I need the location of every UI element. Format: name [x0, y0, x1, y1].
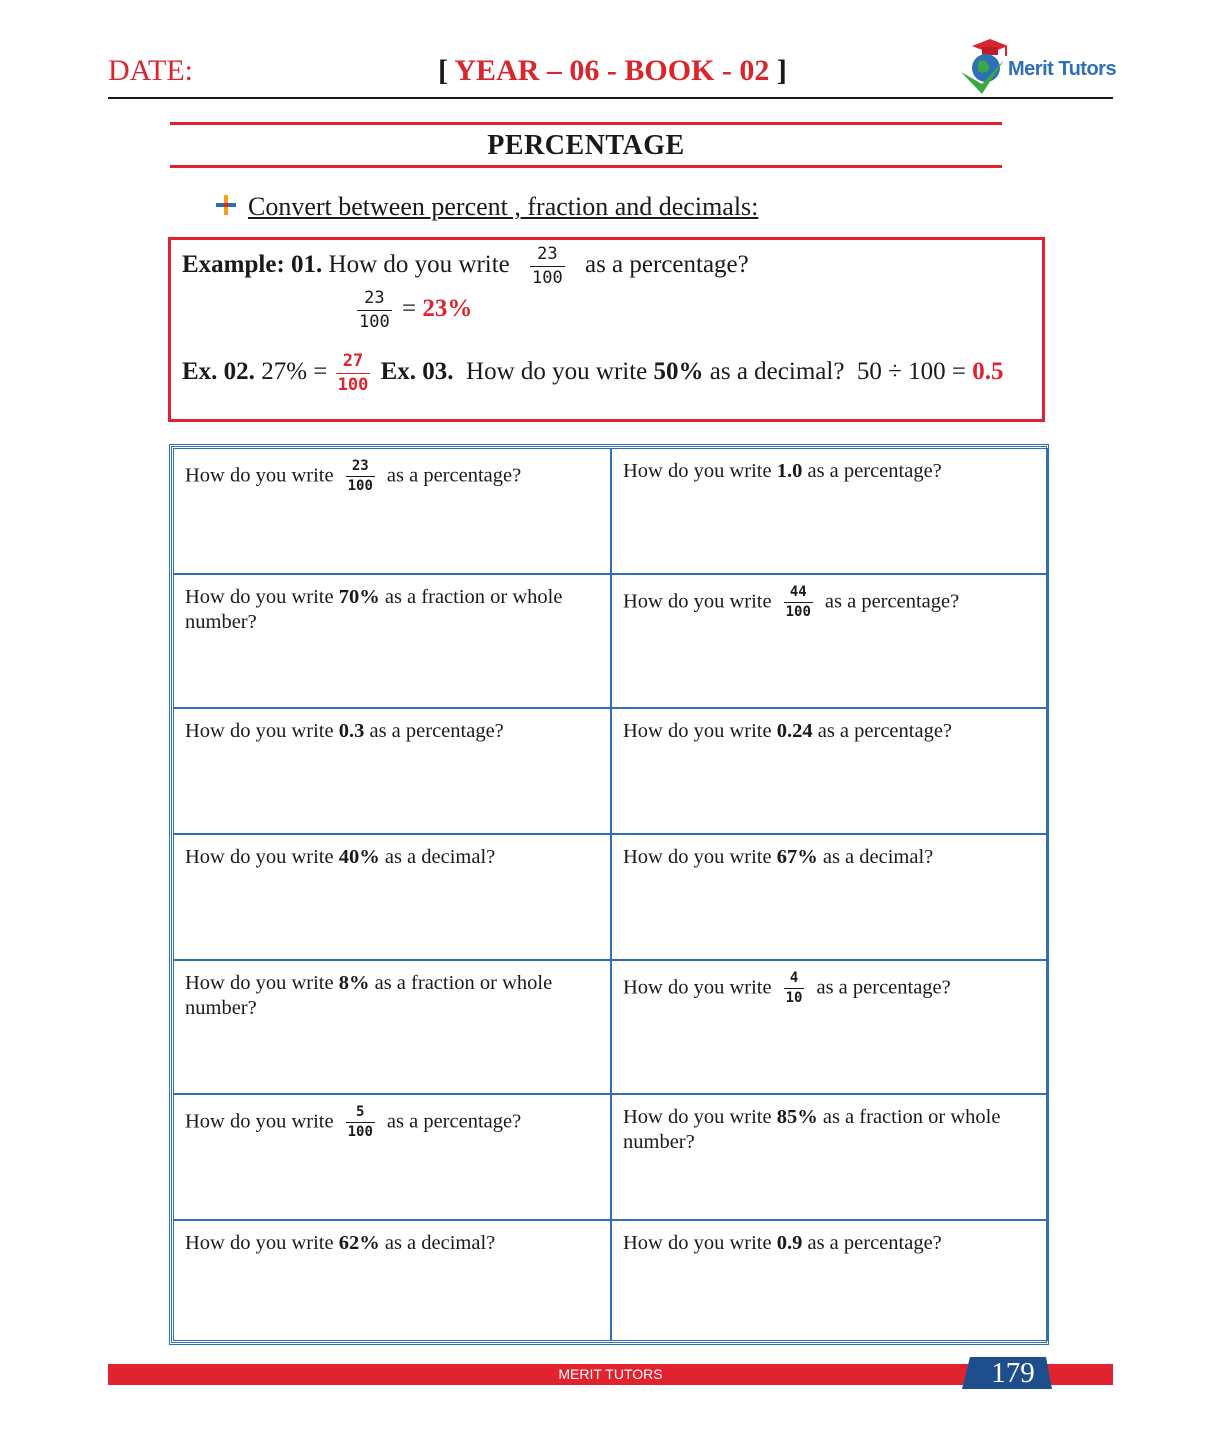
question-text: [623, 1231, 1037, 1256]
example-1-answer-line: [357, 289, 472, 331]
title-close-bracket: ]: [769, 54, 787, 87]
question-text: [185, 719, 600, 744]
question-text: [623, 719, 1037, 744]
merit-tutors-logo: [958, 38, 1118, 96]
section-subtitle: Convert between percent , fraction and decimals:: [248, 192, 759, 221]
question-cell: [611, 1094, 1048, 1220]
question-value: 85%: [776, 1106, 818, 1128]
fraction-numerator: 5: [356, 1104, 365, 1120]
question-text: [623, 459, 1037, 484]
question-pre: How do you write: [185, 1110, 334, 1133]
question-post: as a percentage?: [386, 464, 522, 487]
example-1-question: [182, 245, 749, 287]
example-3-calc: 50 ÷ 100 =: [856, 357, 966, 385]
question-fraction: [784, 585, 813, 621]
question-post: as a percentage?: [369, 720, 504, 742]
example-2-lhs: 27% =: [261, 357, 328, 385]
book-title: [438, 54, 787, 88]
fraction-numerator: 44: [789, 584, 807, 600]
question-post: as a decimal?: [384, 846, 496, 868]
example-1-answer-fraction: [357, 289, 392, 331]
question-value: 40%: [338, 846, 380, 868]
fraction-numerator: 23: [351, 458, 369, 474]
question-cell: [173, 834, 611, 960]
question-cell: [173, 1094, 611, 1220]
fraction-denominator: 100: [347, 478, 373, 495]
question-cell: [611, 574, 1048, 708]
question-pre: How do you write: [185, 720, 334, 742]
question-value: 8%: [338, 972, 370, 994]
question-text: [185, 585, 600, 635]
question-value: 67%: [776, 846, 818, 868]
question-grid: [169, 444, 1049, 1345]
globe-cap-icon: [958, 38, 1014, 96]
bullet-plus-icon: [215, 194, 237, 216]
fraction-numerator: 27: [342, 351, 364, 371]
fraction-numerator: 4: [789, 970, 799, 986]
fraction-denominator: 10: [785, 990, 803, 1007]
question-text: [623, 845, 1037, 870]
question-pre: How do you write: [185, 464, 334, 487]
question-post: as a percentage?: [824, 590, 960, 613]
question-post: as a percentage?: [817, 720, 953, 742]
question-cell: [173, 448, 611, 574]
question-value: 0.24: [776, 720, 813, 742]
example-1-label: Example: 01.: [182, 250, 323, 278]
question-text: [185, 1231, 600, 1256]
example-3-value: 50%: [653, 357, 704, 385]
header-divider: [108, 97, 1113, 99]
question-value: 62%: [338, 1232, 380, 1254]
logo-text: Merit Tutors: [1008, 58, 1117, 80]
example-2-fraction: [336, 352, 371, 394]
question-pre: How do you write: [623, 720, 772, 742]
question-pre: How do you write: [185, 586, 334, 608]
fraction-numerator: 23: [364, 288, 385, 308]
fraction-numerator: 23: [537, 244, 558, 264]
title-open-bracket: [: [438, 54, 455, 87]
question-pre: How do you write: [185, 972, 334, 994]
question-cell: [173, 574, 611, 708]
fraction-denominator: 100: [785, 604, 811, 621]
question-value: 70%: [338, 586, 380, 608]
question-text: [185, 971, 600, 1021]
question-post: as a decimal?: [822, 846, 934, 868]
question-value: 0.9: [776, 1232, 803, 1254]
question-post: as a percentage?: [807, 460, 942, 482]
question-text: [623, 1105, 1037, 1155]
question-post: as a percentage?: [386, 1110, 522, 1133]
equals-sign: =: [401, 294, 417, 322]
question-pre: How do you write: [185, 1232, 334, 1254]
question-pre: How do you write: [623, 976, 772, 999]
example-box: [168, 237, 1045, 422]
question-value: 0.3: [338, 720, 365, 742]
question-post: as a decimal?: [384, 1232, 496, 1254]
example-1-answer: 23%: [422, 294, 473, 322]
example-1-fraction: [530, 245, 565, 287]
example-2-label: Ex. 02.: [182, 357, 255, 385]
example-1-post: as a percentage?: [584, 250, 749, 278]
section-title: PERCENTAGE: [487, 130, 685, 161]
example-3-pre: How do you write: [466, 357, 648, 385]
example-1-pre: How do you write: [328, 250, 510, 278]
date-label: DATE:: [108, 54, 193, 87]
question-pre: How do you write: [623, 460, 772, 482]
question-fraction: [346, 459, 375, 495]
question-pre: How do you write: [623, 1106, 772, 1128]
question-value: 1.0: [776, 460, 803, 482]
title-rule-bottom: [170, 165, 1002, 168]
example-3-label: Ex. 03.: [380, 357, 454, 385]
fraction-denominator: 100: [359, 311, 390, 332]
example-3-answer: 0.5: [972, 357, 1004, 385]
question-text: [623, 971, 1037, 1007]
fraction-denominator: 100: [347, 1124, 373, 1141]
example-3-post: as a decimal?: [709, 357, 845, 385]
question-post: as a percentage?: [816, 976, 951, 999]
question-text: [185, 845, 600, 870]
question-post: as a fraction or whole number?: [185, 586, 563, 633]
question-cell: [611, 708, 1048, 834]
question-cell: [611, 1220, 1048, 1341]
question-pre: How do you write: [623, 590, 772, 613]
question-cell: [173, 1220, 611, 1341]
example-2-3-line: [182, 352, 1004, 394]
title-rule-top: [170, 122, 1002, 125]
fraction-denominator: 100: [532, 267, 563, 288]
question-text: [623, 585, 1037, 621]
fraction-denominator: 100: [337, 374, 369, 395]
question-cell: [173, 708, 611, 834]
question-post: as a fraction or whole number?: [185, 972, 553, 1019]
question-cell: [173, 960, 611, 1094]
footer-text: MERIT TUTORS: [558, 1366, 663, 1382]
title-text: YEAR – 06 - BOOK - 02: [454, 54, 770, 87]
question-post: as a fraction or whole number?: [623, 1106, 1001, 1153]
question-text: [185, 1105, 600, 1141]
question-cell: [611, 448, 1048, 574]
question-fraction: [346, 1105, 375, 1141]
question-pre: How do you write: [623, 1232, 772, 1254]
page-number: 179: [991, 1357, 1035, 1389]
question-pre: How do you write: [623, 846, 772, 868]
question-fraction: [784, 971, 805, 1007]
question-post: as a percentage?: [807, 1232, 942, 1254]
question-pre: How do you write: [185, 846, 334, 868]
question-text: [185, 459, 600, 495]
question-cell: [611, 834, 1048, 960]
question-cell: [611, 960, 1048, 1094]
